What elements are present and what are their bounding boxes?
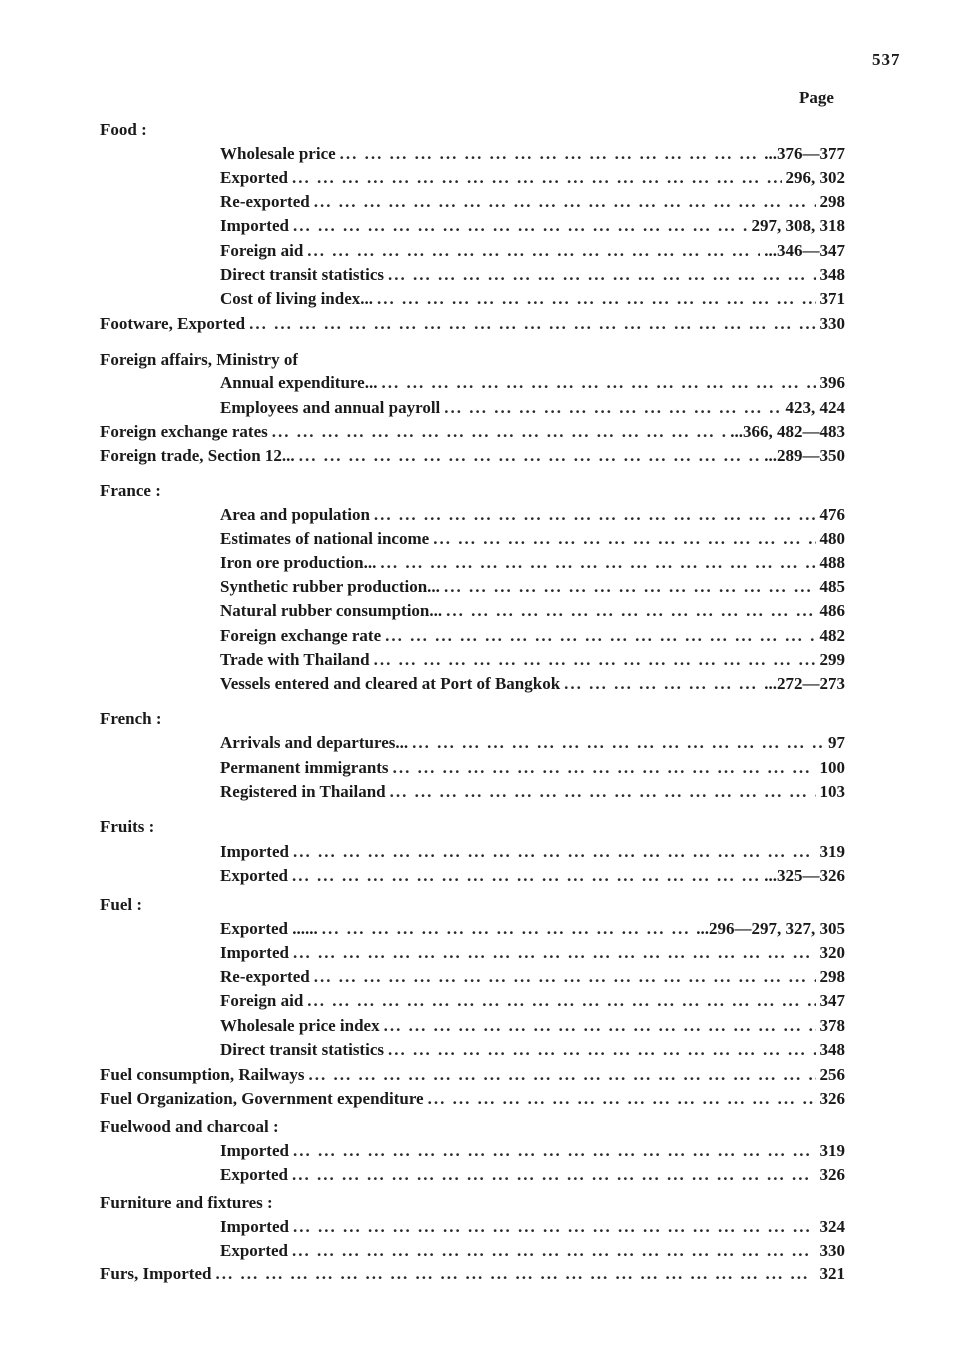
dot-leader <box>390 781 816 803</box>
entry-label: Exported <box>220 1241 288 1260</box>
index-subentry <box>220 397 845 419</box>
entry-label: Annual expenditure... <box>220 373 378 392</box>
entry-pages: 321 <box>819 1264 845 1283</box>
entry-pages: 319 <box>819 1141 845 1160</box>
index-subentry <box>220 143 845 165</box>
entry-pages: 378 <box>819 1016 845 1035</box>
index-heading <box>100 349 298 371</box>
entry-label: Area and population <box>220 505 370 524</box>
index-subentry <box>220 600 845 622</box>
dot-leader <box>428 1088 816 1110</box>
entry-label: Fuel Organization, Government expenditure <box>100 1089 424 1108</box>
index-subentry <box>220 990 845 1012</box>
entry-pages: ...376—377 <box>764 144 845 163</box>
entry-label: Furniture and fixtures : <box>100 1193 273 1212</box>
dot-leader <box>564 673 760 695</box>
dot-leader <box>293 215 748 237</box>
entry-pages: 326 <box>819 1165 845 1184</box>
index-subentry <box>220 264 845 286</box>
entry-pages: 299 <box>819 650 845 669</box>
index-subentry <box>220 240 845 262</box>
page-column-heading: Page <box>799 88 834 107</box>
index-subentry <box>220 918 845 940</box>
entry-label: Synthetic rubber production... <box>220 577 440 596</box>
entry-label: Direct transit statistics <box>220 265 384 284</box>
entry-pages: 371 <box>819 289 845 308</box>
entry-pages: 488 <box>819 553 845 572</box>
entry-label: Fuel consumption, Railways <box>100 1065 305 1084</box>
entry-pages: 324 <box>819 1217 845 1236</box>
dot-leader <box>444 576 816 598</box>
dot-leader <box>340 143 761 165</box>
index-heading <box>100 1116 279 1138</box>
index-subentry <box>220 1164 845 1186</box>
entry-pages: 100 <box>819 758 845 777</box>
entry-label: Wholesale price index <box>220 1016 380 1035</box>
entry-label: Arrivals and departures... <box>220 733 409 752</box>
entry-pages: 256 <box>819 1065 845 1084</box>
index-subentry <box>220 576 845 598</box>
dot-leader <box>380 552 815 574</box>
entry-pages: 296, 302 <box>785 168 845 187</box>
entry-label: Foreign exchange rates <box>100 422 268 441</box>
index-heading <box>100 1192 273 1214</box>
index-subentry <box>220 528 845 550</box>
index-subentry <box>220 372 845 394</box>
entry-label: Estimates of national income <box>220 529 430 548</box>
dot-leader <box>381 372 815 394</box>
entry-label: Vessels entered and cleared at Port of Bangkok <box>220 674 561 693</box>
index-subentry <box>220 966 845 988</box>
entry-label: Imported <box>220 842 289 861</box>
page-number: 537 <box>872 50 901 69</box>
entry-label: Imported <box>220 216 289 235</box>
entry-label: Re-exported <box>220 967 310 986</box>
dot-leader <box>293 1140 816 1162</box>
entry-pages: 320 <box>819 943 845 962</box>
entry-label: Fruits : <box>100 817 155 836</box>
dot-leader <box>272 421 726 443</box>
entry-label: Employees and annual payroll <box>220 398 441 417</box>
index-subentry <box>220 865 845 887</box>
entry-pages: 297, 308, 318 <box>751 216 845 235</box>
index-subentry <box>220 504 845 526</box>
dot-leader <box>433 528 815 550</box>
dot-leader <box>446 600 815 622</box>
entry-label: Trade with Thailand <box>220 650 370 669</box>
dot-leader <box>293 942 816 964</box>
entry-pages: 97 <box>828 733 845 752</box>
index-subentry <box>220 673 845 695</box>
entry-label: Foreign affairs, Ministry of <box>100 350 298 369</box>
entry-label: Fuelwood and charcoal : <box>100 1117 279 1136</box>
index-entry <box>100 421 845 443</box>
entry-label: Registered in Thailand <box>220 782 386 801</box>
index-subentry <box>220 732 845 754</box>
entry-label: Foreign aid <box>220 241 304 260</box>
dot-leader <box>385 625 815 647</box>
dot-leader <box>307 990 815 1012</box>
entry-label: Iron ore production... <box>220 553 377 572</box>
dot-leader <box>384 1015 816 1037</box>
entry-pages: 319 <box>819 842 845 861</box>
index-heading <box>100 119 147 141</box>
entry-label: Foreign trade, Section 12... <box>100 446 295 465</box>
index-heading <box>100 480 161 502</box>
entry-label: Exported <box>220 1165 288 1184</box>
index-subentry <box>220 649 845 671</box>
index-subentry <box>220 215 845 237</box>
entry-pages: 486 <box>819 601 845 620</box>
entry-label: Food : <box>100 120 147 139</box>
dot-leader <box>292 167 782 189</box>
dot-leader <box>314 966 816 988</box>
dot-leader <box>307 240 760 262</box>
dot-leader <box>249 313 815 335</box>
dot-leader <box>444 397 781 419</box>
entry-label: Exported ...... <box>220 919 318 938</box>
index-subentry <box>220 841 845 863</box>
entry-pages: 480 <box>819 529 845 548</box>
index-heading <box>100 816 154 838</box>
dot-leader <box>314 191 816 213</box>
entry-label: Footware, Exported <box>100 314 246 333</box>
dot-leader <box>293 1216 816 1238</box>
index-subentry <box>220 1216 845 1238</box>
entry-label: France : <box>100 481 161 500</box>
dot-leader <box>374 649 816 671</box>
index-entry <box>100 445 845 467</box>
entry-label: Cost of living index... <box>220 289 374 308</box>
entry-label: Imported <box>220 1217 289 1236</box>
index-entry <box>100 313 845 335</box>
dot-leader <box>393 757 816 779</box>
dot-leader <box>377 288 815 310</box>
dot-leader <box>388 264 816 286</box>
index-heading <box>100 894 142 916</box>
dot-leader <box>374 504 816 526</box>
entry-pages: 298 <box>819 967 845 986</box>
entry-pages: 485 <box>819 577 845 596</box>
entry-pages: 298 <box>819 192 845 211</box>
index-subentry <box>220 288 845 310</box>
entry-pages: 396 <box>819 373 845 392</box>
entry-label: Foreign aid <box>220 991 304 1010</box>
entry-label: Exported <box>220 168 288 187</box>
dot-leader <box>215 1263 815 1285</box>
entry-pages: ...366, 482—483 <box>730 422 845 441</box>
index-subentry <box>220 167 845 189</box>
index-subentry <box>220 1240 845 1262</box>
index-entry <box>100 1263 845 1285</box>
entry-label: Furs, Imported <box>100 1264 212 1283</box>
entry-pages: 330 <box>819 314 845 333</box>
entry-pages: 482 <box>819 626 845 645</box>
index-subentry <box>220 625 845 647</box>
dot-leader <box>292 1240 816 1262</box>
entry-label: French : <box>100 709 162 728</box>
entry-pages: 348 <box>819 265 845 284</box>
index-subentry <box>220 191 845 213</box>
entry-pages: 348 <box>819 1040 845 1059</box>
entry-pages: 103 <box>819 782 845 801</box>
entry-label: Natural rubber consumption... <box>220 601 443 620</box>
entry-label: Imported <box>220 1141 289 1160</box>
entry-pages: 476 <box>819 505 845 524</box>
entry-pages: 347 <box>819 991 845 1010</box>
entry-pages: 326 <box>819 1089 845 1108</box>
index-subentry <box>220 781 845 803</box>
index-entry <box>100 1088 845 1110</box>
dot-leader <box>412 732 824 754</box>
entry-pages: ...296—297, 327, 305 <box>696 919 845 938</box>
entry-pages: ...289—350 <box>764 446 845 465</box>
entry-label: Fuel : <box>100 895 143 914</box>
dot-leader <box>292 865 760 887</box>
entry-label: Exported <box>220 866 288 885</box>
index-heading <box>100 708 162 730</box>
dot-leader <box>322 918 693 940</box>
entry-label: Imported <box>220 943 289 962</box>
entry-label: Re-exported <box>220 192 310 211</box>
dot-leader <box>293 841 816 863</box>
entry-pages: ...346—347 <box>764 241 845 260</box>
entry-pages: 423, 424 <box>785 398 845 417</box>
index-subentry <box>220 1015 845 1037</box>
entry-label: Foreign exchange rate <box>220 626 382 645</box>
entry-label: Direct transit statistics <box>220 1040 384 1059</box>
index-subentry <box>220 1039 845 1061</box>
dot-leader <box>388 1039 816 1061</box>
index-subentry <box>220 942 845 964</box>
entry-label: Permanent immigrants <box>220 758 389 777</box>
entry-label: Wholesale price <box>220 144 336 163</box>
index-subentry <box>220 552 845 574</box>
dot-leader <box>299 445 761 467</box>
dot-leader <box>309 1064 816 1086</box>
index-subentry <box>220 757 845 779</box>
dot-leader <box>292 1164 816 1186</box>
entry-pages: ...272—273 <box>764 674 845 693</box>
entry-pages: ...325—326 <box>764 866 845 885</box>
index-subentry <box>220 1140 845 1162</box>
index-entry <box>100 1064 845 1086</box>
entry-pages: 330 <box>819 1241 845 1260</box>
